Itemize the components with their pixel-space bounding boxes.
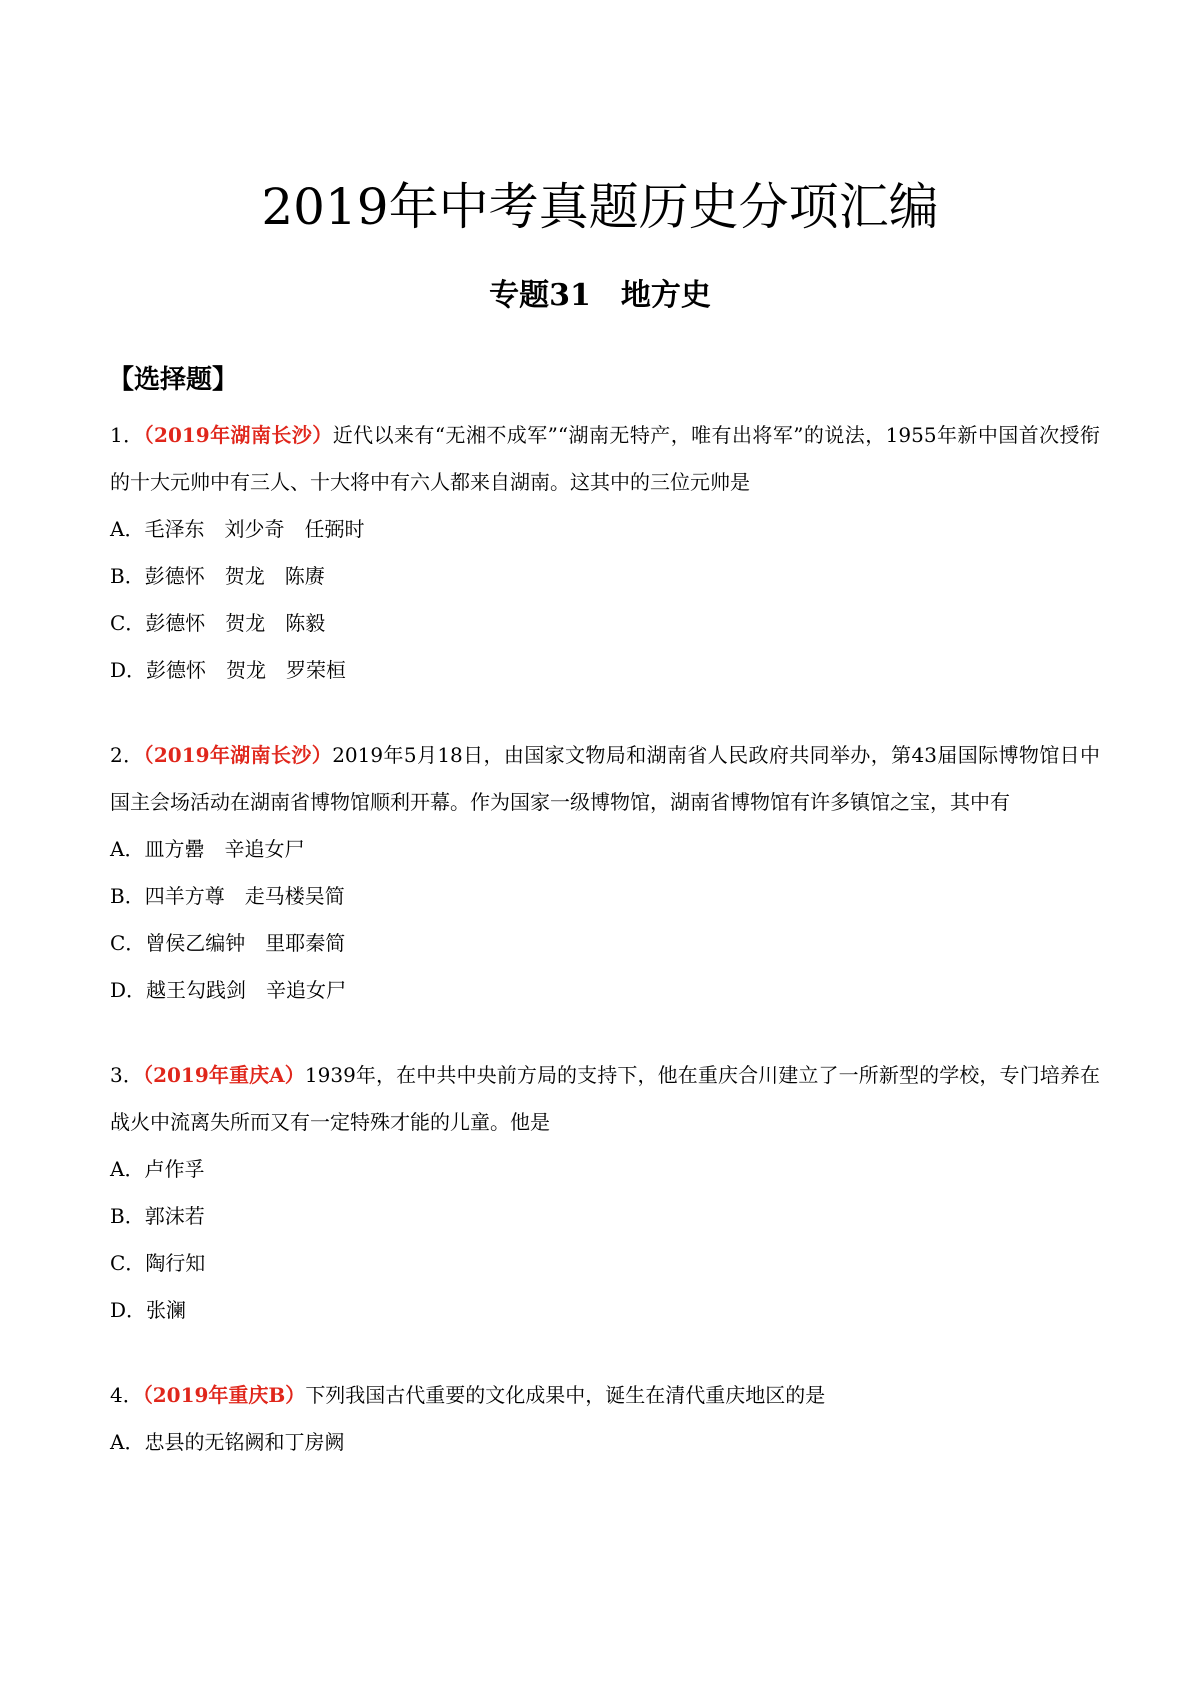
option-text: 彭德怀 贺龙 陈赓 xyxy=(144,564,325,588)
option-text: 卢作孚 xyxy=(144,1157,205,1181)
question-1 xyxy=(110,412,1100,694)
question-4 xyxy=(110,1372,1100,1466)
option-d xyxy=(110,1287,1100,1334)
option-letter: C． xyxy=(110,931,146,955)
option-d xyxy=(110,967,1100,1014)
page-title: 2019年中考真题历史分项汇编 xyxy=(261,178,939,236)
option-letter: C． xyxy=(110,611,146,635)
option-c xyxy=(110,600,1100,647)
option-a xyxy=(110,1146,1100,1193)
option-text: 彭德怀 贺龙 陈毅 xyxy=(145,611,326,635)
option-text: 毛泽东 刘少奇 任弼时 xyxy=(144,517,365,541)
option-text: 越王勾践剑 辛追女尸 xyxy=(146,978,347,1002)
option-letter: B． xyxy=(110,564,145,588)
question-source: （2019年湖南长沙） xyxy=(143,423,333,447)
option-letter: D． xyxy=(110,978,147,1002)
question-2 xyxy=(110,732,1100,1014)
option-letter: A． xyxy=(110,837,145,861)
question-stem xyxy=(110,732,1100,826)
option-text: 张澜 xyxy=(146,1298,187,1322)
option-text: 曾侯乙编钟 里耶秦简 xyxy=(145,931,346,955)
option-b xyxy=(110,553,1100,600)
option-letter: D． xyxy=(110,658,147,682)
question-number: 2． xyxy=(110,743,144,767)
question-stem xyxy=(110,1052,1100,1146)
question-list xyxy=(110,412,1100,1504)
option-a xyxy=(110,506,1100,553)
option-text: 陶行知 xyxy=(145,1251,206,1275)
question-text: 2019年5月18日，由国家文物局和湖南省人民政府共同举办，第43届国际博物馆日中国主会场活动在湖南省博物馆顺利开幕。作为国家一级博物馆，湖南省博物馆有许多镇馆之宝，其中有 xyxy=(110,743,1100,814)
option-a xyxy=(110,1419,1100,1466)
option-letter: A． xyxy=(110,517,145,541)
option-letter: A． xyxy=(110,1157,145,1181)
question-source: （2019年重庆B） xyxy=(142,1383,306,1407)
option-letter: C． xyxy=(110,1251,146,1275)
question-source: （2019年重庆A） xyxy=(142,1063,305,1087)
option-letter: B． xyxy=(110,884,145,908)
question-text: 近代以来有“无湘不成军”“湖南无特产，唯有出将军”的说法，1955年新中国首次授衔的十大元帅中有三人、十大将中有六人都来自湖南。这其中的三位元帅是 xyxy=(110,423,1100,494)
option-text: 彭德怀 贺龙 罗荣桓 xyxy=(146,658,347,682)
option-text: 郭沫若 xyxy=(144,1204,205,1228)
option-letter: D． xyxy=(110,1298,147,1322)
option-c xyxy=(110,1240,1100,1287)
option-letter: A． xyxy=(110,1430,145,1454)
question-3 xyxy=(110,1052,1100,1334)
question-text: 下列我国古代重要的文化成果中，诞生在清代重庆地区的是 xyxy=(305,1383,826,1407)
question-text: 1939年，在中共中央前方局的支持下，他在重庆合川建立了一所新型的学校，专门培养在战火中流离失所而又有一定特殊才能的儿童。他是 xyxy=(110,1063,1100,1134)
option-a xyxy=(110,826,1100,873)
question-number: 1． xyxy=(110,423,144,447)
question-stem xyxy=(110,1372,1100,1419)
section-heading: 【选择题】 xyxy=(108,365,239,395)
question-number: 4． xyxy=(110,1383,143,1407)
page-subtitle: 专题31 地方史 xyxy=(489,278,711,313)
option-text: 皿方罍 辛追女尸 xyxy=(144,837,305,861)
option-d xyxy=(110,647,1100,694)
question-stem xyxy=(110,412,1100,506)
question-number: 3． xyxy=(110,1063,143,1087)
option-text: 四羊方尊 走马楼吴简 xyxy=(144,884,345,908)
option-b xyxy=(110,873,1100,920)
option-letter: B． xyxy=(110,1204,145,1228)
option-b xyxy=(110,1193,1100,1240)
option-text: 忠县的无铭阙和丁房阙 xyxy=(144,1430,345,1454)
question-source: （2019年湖南长沙） xyxy=(143,743,333,767)
option-c xyxy=(110,920,1100,967)
